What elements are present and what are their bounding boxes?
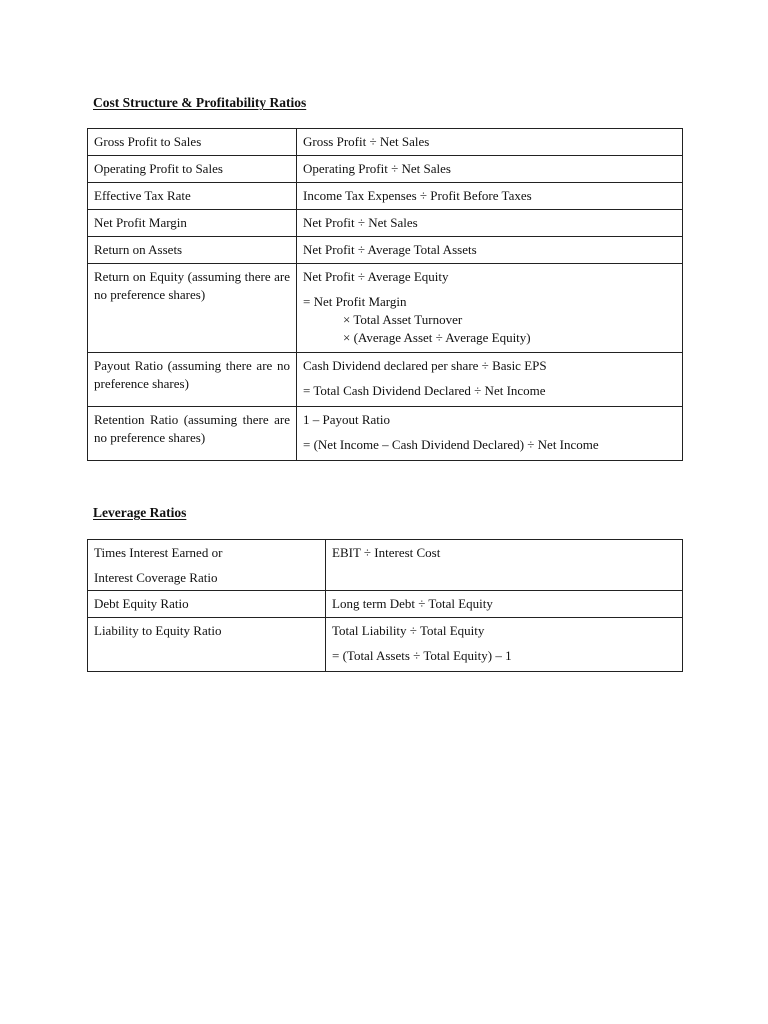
ratio-formula	[297, 407, 683, 461]
ratio-name: Return on Assets	[88, 237, 297, 264]
ratio-formula	[297, 353, 683, 407]
ratio-name: Payout Ratio (assuming there are no preference shares)	[88, 353, 297, 407]
ratio-name-line: Interest Coverage Ratio	[94, 570, 218, 585]
formula-line: Total Liability ÷ Total Equity	[332, 623, 485, 638]
formula-line: 1 – Payout Ratio	[303, 412, 391, 427]
ratio-name: Retention Ratio (assuming there are no preference shares)	[88, 407, 297, 461]
section-title-profitability: Cost Structure & Profitability Ratios	[93, 95, 307, 110]
section-title-leverage: Leverage Ratios	[93, 505, 187, 520]
leverage-ratios-table	[87, 539, 683, 672]
formula-line: × Total Asset Turnover	[343, 312, 463, 327]
table-row	[88, 156, 683, 183]
ratio-formula	[297, 264, 683, 353]
ratio-formula: Net Profit ÷ Net Sales	[297, 210, 683, 237]
ratio-name: Operating Profit to Sales	[88, 156, 297, 183]
ratio-name	[88, 540, 326, 591]
profitability-ratios-table	[87, 128, 683, 461]
ratio-formula: Net Profit ÷ Average Total Assets	[297, 237, 683, 264]
ratio-name: Debt Equity Ratio	[88, 591, 326, 618]
table-row	[88, 237, 683, 264]
table-row	[88, 183, 683, 210]
table-row	[88, 264, 683, 353]
ratio-formula: EBIT ÷ Interest Cost	[326, 540, 683, 591]
ratio-name: Return on Equity (assuming there are no preference shares)	[88, 264, 297, 353]
ratio-formula: Operating Profit ÷ Net Sales	[297, 156, 683, 183]
formula-line: Cash Dividend declared per share ÷ Basic EPS	[303, 358, 547, 373]
formula-line: Net Profit ÷ Average Equity	[303, 269, 449, 284]
ratio-formula: Gross Profit ÷ Net Sales	[297, 129, 683, 156]
ratio-formula	[326, 618, 683, 672]
ratio-formula: Long term Debt ÷ Total Equity	[326, 591, 683, 618]
formula-line: = Total Cash Dividend Declared ÷ Net Income	[303, 383, 546, 398]
ratio-name: Effective Tax Rate	[88, 183, 297, 210]
table-row	[88, 210, 683, 237]
formula-line: = (Total Assets ÷ Total Equity) – 1	[332, 648, 512, 663]
formula-line: × (Average Asset ÷ Average Equity)	[343, 330, 531, 345]
ratio-name: Net Profit Margin	[88, 210, 297, 237]
ratio-name-line: Times Interest Earned or	[94, 545, 223, 560]
table-row	[88, 407, 683, 461]
ratio-name: Gross Profit to Sales	[88, 129, 297, 156]
formula-line: = Net Profit Margin	[303, 294, 407, 309]
table-row	[88, 591, 683, 618]
table-row	[88, 129, 683, 156]
formula-line: = (Net Income – Cash Dividend Declared) ÷ Net Income	[303, 437, 599, 452]
ratio-formula: Income Tax Expenses ÷ Profit Before Taxes	[297, 183, 683, 210]
ratio-name: Liability to Equity Ratio	[88, 618, 326, 672]
table-row	[88, 353, 683, 407]
table-row	[88, 540, 683, 591]
table-row	[88, 618, 683, 672]
